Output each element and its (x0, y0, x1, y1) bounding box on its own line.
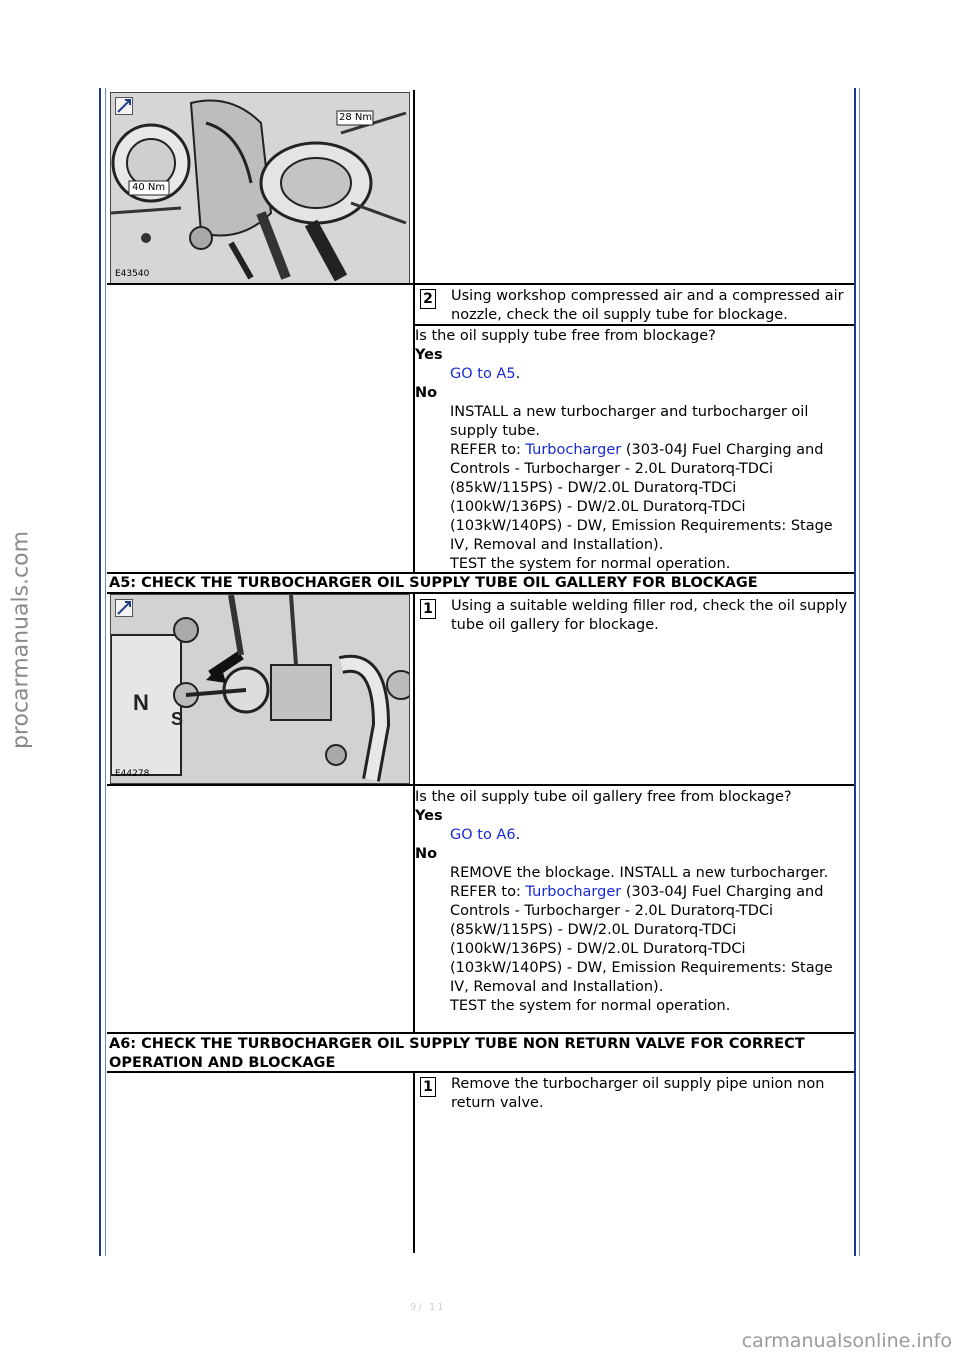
section-heading-a6: A6: CHECK THE TURBOCHARGER OIL SUPPLY TUBE NON RETURN VALVE FOR CORRECT OPERATION AND BLOCKAGE (109, 1036, 805, 1071)
step-number: 2 (420, 289, 436, 309)
step-number: 1 (420, 1077, 436, 1097)
go-to-a5-link[interactable]: GO to A5 (450, 366, 516, 382)
section-heading-a5: A5: CHECK THE TURBOCHARGER OIL SUPPLY TUBE OIL GALLERY FOR BLOCKAGE (109, 575, 758, 591)
no-label: No (415, 385, 438, 401)
row-divider (107, 1071, 854, 1073)
go-to-a6-link[interactable]: GO to A6 (450, 827, 516, 843)
svg-text:S: S (171, 709, 184, 729)
page-number: 9/ 11 (410, 1302, 446, 1313)
zoom-icon[interactable] (115, 599, 133, 617)
row-divider (107, 283, 854, 285)
image-label: E43540 (115, 269, 150, 279)
row-divider (107, 784, 854, 786)
cell-divider (413, 1071, 415, 1253)
cell-divider (413, 283, 415, 573)
engine-drawing (111, 595, 409, 783)
turbocharger-link[interactable]: Turbocharger (525, 884, 622, 900)
question-block: Is the oil supply tube oil gallery free from blockage? Yes GO to A6. No REMOVE the blockage. INSTALL a new turbocharger. REFER to: Turbocharger (303-04J Fuel Charging and Controls - Turbocharger - 2.0L Duratorq-TDCi (85kW/115PS) - DW/2.0L Duratorq-TDCi (100kW/136PS) - DW/2.0L Duratorq-TDCi (103kW/140PS) - DW, Emission Requirements: Stage IV, Removal and Installation). TEST the system for normal operation. (415, 788, 853, 1016)
side-watermark: procarmanuals.com (8, 530, 34, 750)
turbocharger-oil-tube-illustration[interactable] (110, 92, 410, 284)
test-instruction: TEST the system for normal operation. (450, 998, 731, 1014)
svg-text:N: N (133, 690, 149, 715)
step-number: 1 (420, 599, 436, 619)
test-instruction: TEST the system for normal operation. (450, 556, 731, 572)
frame-left-line (99, 88, 101, 1256)
row-divider (107, 1032, 854, 1034)
step-text: Using a suitable welding filler rod, check the oil supply tube oil gallery for blockage. (451, 598, 848, 633)
no-label: No (415, 846, 438, 862)
frame-right-line-inner (859, 88, 860, 1256)
refer-text: REFER to: Turbocharger (303-04J Fuel Charging and Controls - Turbocharger - 2.0L Duratorq-TDCi (85kW/115PS) - DW/2.0L Duratorq-TDCi (100kW/136PS) - DW/2.0L Duratorq-TDCi (103kW/140PS) - DW, Emission Requirements: Stage IV, Removal and Installation). (450, 442, 833, 553)
question-block: Is the oil supply tube free from blockage? Yes GO to A5. No INSTALL a new turbocharger and turbocharger oil supply tube. REFER to: Turbocharger (303-04J Fuel Charging and Controls - Turbocharger - 2.0L Duratorq-TDCi (85kW/115PS) - DW/2.0L Duratorq-TDCi (100kW/136PS) - DW/2.0L Duratorq-TDCi (103kW/140PS) - DW, Emission Requirements: Stage IV, Removal and Installation). TEST the system for normal operation. (415, 327, 853, 574)
step-text: Using workshop compressed air and a compressed air nozzle, check the oil supply tube for blockage. (451, 288, 844, 323)
yes-label: Yes (415, 347, 443, 363)
turbocharger-link[interactable]: Turbocharger (525, 442, 622, 458)
yes-label: Yes (415, 808, 443, 824)
step-text: Remove the turbocharger oil supply pipe union non return valve. (451, 1076, 825, 1111)
question-text: Is the oil supply tube oil gallery free from blockage? (415, 789, 792, 805)
zoom-icon[interactable] (115, 97, 133, 115)
no-action: REMOVE the blockage. INSTALL a new turbocharger. (450, 865, 829, 881)
frame-right-line (854, 88, 856, 1256)
frame-left-line-inner (105, 88, 106, 1256)
torque-callout-28: 28 Nm (339, 112, 373, 123)
image-label: E44278 (115, 769, 150, 779)
bottom-watermark: carmanualsonline.info (741, 1330, 952, 1352)
refer-text: REFER to: Turbocharger (303-04J Fuel Charging and Controls - Turbocharger - 2.0L Duratorq-TDCi (85kW/115PS) - DW/2.0L Duratorq-TDCi (100kW/136PS) - DW/2.0L Duratorq-TDCi (103kW/140PS) - DW, Emission Requirements: Stage IV, Removal and Installation). (450, 884, 833, 995)
question-text: Is the oil supply tube free from blockage? (415, 328, 716, 344)
row-divider (415, 324, 854, 326)
oil-gallery-illustration[interactable] (110, 594, 410, 784)
no-action: INSTALL a new turbocharger and turbocharger oil supply tube. (450, 404, 809, 439)
torque-callout-40: 40 Nm (132, 182, 166, 193)
